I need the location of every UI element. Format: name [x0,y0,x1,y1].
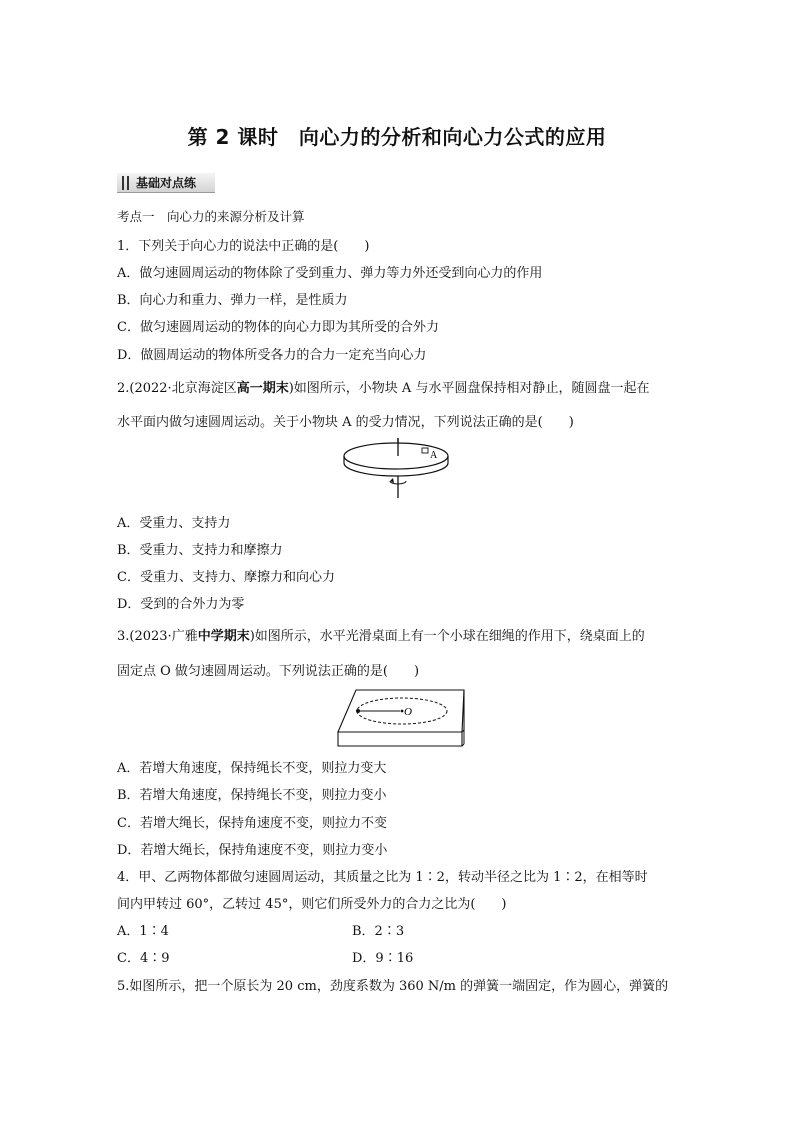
q4-option-c: C．4∶9 [117,951,170,966]
q1-stem: 1．下列关于向心力的说法中正确的是( ) [117,239,370,254]
q3-option-b: B．若增大角速度，保持绳长不变，则拉力变小 [117,788,387,803]
q2-option-c: C．受重力、支持力、摩擦力和向心力 [117,570,335,585]
center-label: O [404,706,412,718]
badge-bar-icon [127,176,129,190]
table-figure [336,686,466,748]
topic-heading: 考点一 向心力的来源分析及计算 [117,209,305,224]
q3-source: 3.(2023·广雅 [117,629,198,644]
q2-stem-text: )如图所示，小物块 A 与水平圆盘保持相对静止，随圆盘一起在 [288,381,650,396]
q1-option-a: A．做匀速圆周运动的物体除了受到重力、弹力等力外还受到向心力的作用 [117,266,543,281]
q3-source-bold: 中学期末 [197,629,250,644]
q2-stem-line1 [117,377,649,396]
q1-option-d: D．做圆周运动的物体所受各力的合力一定充当向心力 [117,348,427,363]
q4-stem-line1: 4．甲、乙两物体都做匀速圆周运动，其质量之比为 1∶2，转动半径之比为 1∶2，在相等时 [117,870,648,885]
q2-option-b: B．受重力、支持力和摩擦力 [117,543,283,558]
badge-bar-icon [122,176,124,190]
q4-option-b: B．2∶3 [352,924,405,939]
page-title: 第 2 课时 向心力的分析和向心力公式的应用 [187,125,607,149]
block-a [422,448,428,453]
block-a-label: A [430,450,438,461]
center-point [401,710,404,713]
q2-source-bold: 高一期末 [236,381,289,396]
q2-source: 2.(2022·北京海淀区 [117,381,237,396]
q3-option-c: C．若增大绳长，保持角速度不变，则拉力不变 [117,816,387,831]
q3-option-d: D．若增大绳长，保持角速度不变，则拉力变小 [117,843,388,858]
q1-option-b: B．向心力和重力、弹力一样，是性质力 [117,293,348,308]
q4-options-row2 [117,947,414,966]
q3-stem-line2: 固定点 O 做匀速圆周运动。下列说法正确的是( ) [117,664,420,679]
q2-option-d: D．受到的合外力为零 [117,597,245,612]
q4-option-d: D．9∶16 [352,951,414,966]
q3-stem-text: )如图所示，水平光滑桌面上有一个小球在细绳的作用下，绕桌面上的 [249,629,645,644]
q1-option-c: C．做匀速圆周运动的物体的向心力即为其所受的合外力 [117,320,439,335]
q2-option-a: A．受重力、支持力 [117,516,231,531]
q5-stem-line1: 5.如图所示，把一个原长为 20 cm，劲度系数为 360 N/m 的弹簧一端固定，作为圆心，弹簧的 [117,979,669,994]
q4-stem-line2: 间内甲转过 60°，乙转过 45°，则它们所受外力的合力之比为( ) [117,897,507,912]
table-front [338,732,462,746]
ball [356,709,360,713]
q2-stem-line2: 水平面内做匀速圆周运动。关于小物块 A 的受力情况，下列说法正确的是( ) [117,415,574,430]
q4-option-a: A．1∶4 [117,924,169,939]
q3-option-a: A．若增大角速度，保持绳长不变，则拉力变大 [117,761,387,776]
q4-options-row1 [117,920,405,939]
section-badge [117,173,215,193]
q3-stem-line1 [117,625,645,644]
section-label: 基础对点练 [136,176,197,190]
rotating-disk-figure [340,434,460,500]
